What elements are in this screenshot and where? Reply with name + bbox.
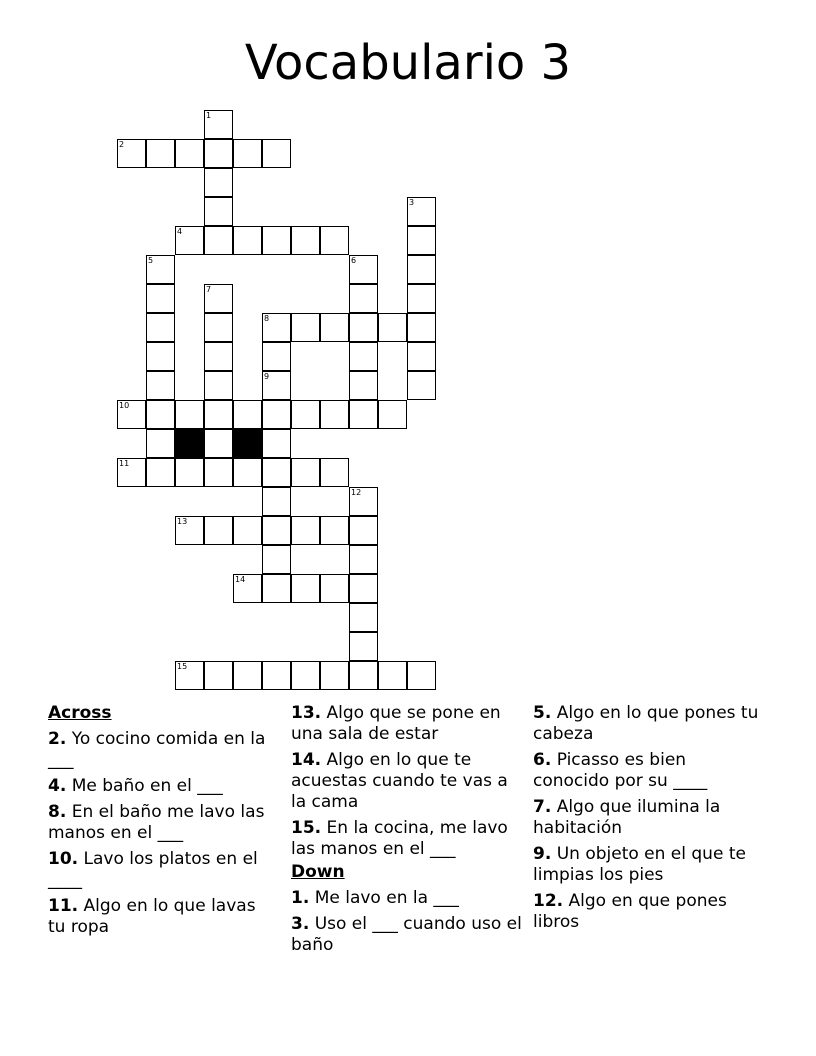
crossword-cell[interactable] [204,516,233,545]
crossword-cell[interactable] [204,458,233,487]
crossword-cell[interactable] [262,545,291,574]
page-title: Vocabulario 3 [244,35,572,91]
crossword-cell[interactable] [146,458,175,487]
crossword-cell[interactable] [291,313,320,342]
crossword-cell[interactable] [349,545,378,574]
crossword-cell[interactable] [233,139,262,168]
crossword-cell[interactable] [175,516,204,545]
crossword-black-cell [175,429,204,458]
crossword-cell[interactable] [204,139,233,168]
crossword-cell[interactable] [146,284,175,313]
crossword-cell[interactable] [204,197,233,226]
clue-number: 2 [119,140,125,149]
clue-across-4: 4. Me baño en el ___ [48,776,223,796]
clue-down-7: 7. Algo que ilumina la habitación [533,797,721,838]
crossword-cell[interactable] [291,400,320,429]
clue-number: 1 [206,111,212,120]
crossword-cell[interactable] [349,342,378,371]
crossword-cell[interactable] [320,226,349,255]
crossword-cell[interactable] [233,661,262,690]
crossword-cell[interactable] [204,371,233,400]
clue-column-3 [533,700,763,938]
crossword-cell[interactable] [262,458,291,487]
crossword-cell[interactable] [175,139,204,168]
crossword-cell[interactable] [262,313,291,342]
crossword-cell[interactable] [117,139,146,168]
crossword-cell[interactable] [262,429,291,458]
crossword-cell[interactable] [407,226,436,255]
crossword-cell[interactable] [407,313,436,342]
crossword-cell[interactable] [262,139,291,168]
clue-across-13: 13. Algo que se pone en una sala de estar [291,703,501,744]
crossword-black-cell [233,429,262,458]
clue-down-3: 3. Uso el ___ cuando uso el baño [291,914,522,955]
clue-number: 3 [409,198,415,207]
clue-down-1: 1. Me lavo en la ___ [291,888,459,908]
crossword-cell[interactable] [262,342,291,371]
crossword-cell[interactable] [204,429,233,458]
crossword-cell[interactable] [204,313,233,342]
crossword-cell[interactable] [262,516,291,545]
crossword-cell[interactable] [378,400,407,429]
crossword-cell[interactable] [175,458,204,487]
clue-number: 7 [206,285,212,294]
crossword-cell[interactable] [291,516,320,545]
crossword-cell[interactable] [349,574,378,603]
clue-across-15: 15. En la cocina, me lavo las manos en el ___ [291,818,508,859]
crossword-cell[interactable] [117,458,146,487]
clue-number: 14 [235,575,246,584]
crossword-cell[interactable] [262,661,291,690]
crossword-cell[interactable] [349,313,378,342]
clue-number: 15 [177,662,188,671]
clue-number: 4 [177,227,183,236]
crossword-cell[interactable] [233,574,262,603]
crossword-cell[interactable] [146,139,175,168]
clue-number: 10 [119,401,130,410]
crossword-cell[interactable] [378,313,407,342]
crossword-cell[interactable] [233,458,262,487]
crossword-cell[interactable] [204,110,233,139]
crossword-cell[interactable] [146,313,175,342]
crossword-cell[interactable] [320,458,349,487]
crossword-cell[interactable] [349,371,378,400]
clue-down-9: 9. Un objeto en el que te limpias los pies [533,844,746,885]
clue-down-6: 6. Picasso es bien conocido por su ____ [533,750,708,791]
crossword-cell[interactable] [204,342,233,371]
clue-across-11: 11. Algo en lo que lavas tu ropa [48,896,256,937]
crossword-cell[interactable] [262,487,291,516]
clue-number: 13 [177,517,188,526]
crossword-cell[interactable] [320,400,349,429]
crossword-cell[interactable] [291,226,320,255]
clue-across-2: 2. Yo cocino comida en la ___ [48,729,266,770]
crossword-cell[interactable] [175,226,204,255]
crossword-cell[interactable] [378,661,407,690]
crossword-cell[interactable] [233,226,262,255]
crossword-cell[interactable] [349,255,378,284]
crossword-cell[interactable] [175,661,204,690]
crossword-cell[interactable] [320,313,349,342]
crossword-cell[interactable] [262,400,291,429]
crossword-cell[interactable] [291,458,320,487]
crossword-cell[interactable] [146,400,175,429]
crossword-cell[interactable] [407,255,436,284]
crossword-cell[interactable] [407,661,436,690]
crossword-cell[interactable] [204,226,233,255]
crossword-cell[interactable] [349,603,378,632]
crossword-cell[interactable] [407,371,436,400]
crossword-cell[interactable] [349,284,378,313]
clue-across-10: 10. Lavo los platos en el ____ [48,849,258,890]
crossword-cell[interactable] [320,516,349,545]
clue-number: 9 [264,372,270,381]
crossword-cell[interactable] [204,284,233,313]
crossword-cell[interactable] [146,371,175,400]
crossword-cell[interactable] [146,255,175,284]
clue-across-8: 8. En el baño me lavo las manos en el ___ [48,802,265,843]
crossword-cell[interactable] [407,197,436,226]
crossword-cell[interactable] [204,168,233,197]
crossword-cell[interactable] [233,516,262,545]
across-heading: Across [48,703,112,723]
crossword-cell[interactable] [349,632,378,661]
clue-number: 12 [351,488,362,497]
crossword-cell[interactable] [262,226,291,255]
clue-column-1 [48,700,278,943]
crossword-cell[interactable] [204,661,233,690]
clue-down-5: 5. Algo en lo que pones tu cabeza [533,703,759,744]
crossword-cell[interactable] [146,342,175,371]
clue-number: 11 [119,459,130,468]
crossword-cell[interactable] [233,400,262,429]
crossword-cell[interactable] [291,574,320,603]
crossword-cell[interactable] [117,400,146,429]
crossword-cell[interactable] [204,400,233,429]
crossword-cell[interactable] [349,400,378,429]
crossword-cell[interactable] [175,400,204,429]
crossword-cell[interactable] [407,284,436,313]
crossword-cell[interactable] [349,487,378,516]
crossword-cell[interactable] [291,661,320,690]
clue-number: 8 [264,314,270,323]
clue-across-14: 14. Algo en lo que te acuestas cuando te vas a la cama [291,750,508,812]
crossword-cell[interactable] [262,371,291,400]
crossword-cell[interactable] [320,574,349,603]
clue-number: 5 [148,256,154,265]
crossword-cell[interactable] [407,342,436,371]
clue-column-2 [291,700,523,961]
crossword-cell[interactable] [146,429,175,458]
clue-number: 6 [351,256,357,265]
down-heading: Down [291,862,345,882]
clue-down-12: 12. Algo en que pones libros [533,891,727,932]
crossword-cell[interactable] [349,661,378,690]
crossword-cell[interactable] [320,661,349,690]
crossword-cell[interactable] [349,516,378,545]
crossword-cell[interactable] [262,574,291,603]
